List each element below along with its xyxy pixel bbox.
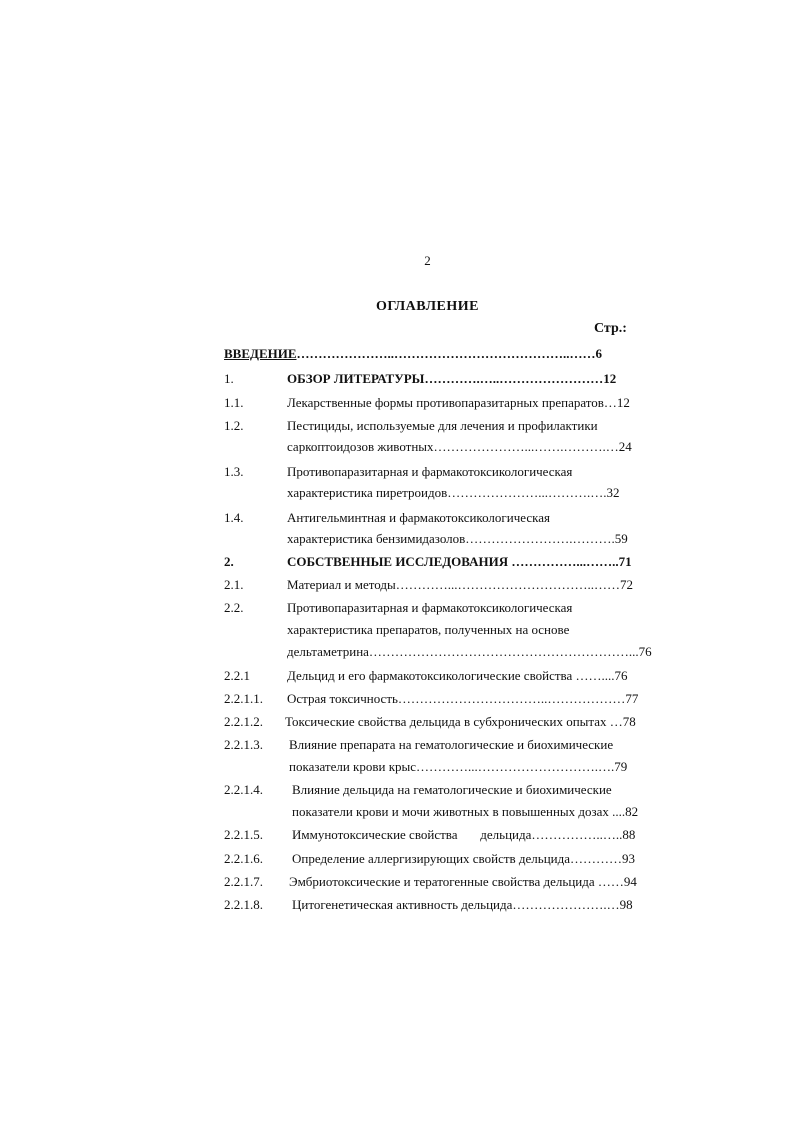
toc-line: Противопаразитарная и фармакотоксикологическая [287,464,573,479]
toc-num: 2.1. [224,577,244,592]
toc-num: 2.2.1 [224,668,250,683]
pages-column-label: Стр.: [594,321,627,336]
toc-num: 1.4. [224,510,244,525]
toc-num: 2.2.1.7. [224,874,263,889]
toc-line: Противопаразитарная и фармакотоксикологическая [287,600,573,615]
toc-num: 2.2.1.2. [224,714,263,729]
page-number: 2 [424,253,431,268]
toc-line: Материал и методы…………...…………………………..……72 [287,577,633,592]
toc-line: Токсические свойства дельцида в субхронических опытах …78 [285,714,636,729]
toc-num: 2.2.1.6. [224,851,263,866]
toc-intro [224,346,602,362]
toc-line: Цитогенетическая активность дельцида………………….…98 [292,897,633,912]
toc-intro-dots: …………………..…………………………………..……6 [296,346,603,361]
toc-line: Антигельминтная и фармакотоксикологическая [287,510,550,525]
toc-num: 2.2.1.1. [224,691,263,706]
toc-line: Влияние дельцида на гематологические и биохимические [292,782,612,797]
toc-intro-label: ВВЕДЕНИЕ [224,346,297,361]
toc-line: СОБСТВЕННЫЕ ИССЛЕДОВАНИЯ ……………...……..71 [287,554,632,569]
toc-num: 2. [224,554,234,569]
toc-line: показатели крови крыс…………...……………………….….79 [289,759,628,774]
toc-line: показатели крови и мочи животных в повышенных дозах ....82 [292,804,639,819]
toc-line: ОБЗОР ЛИТЕРАТУРЫ………….…..……………………12 [287,371,617,386]
page-title: ОГЛАВЛЕНИЕ [376,299,479,314]
toc-num: 2.2. [224,600,244,615]
toc-line: Дельцид и его фармакотоксикологические свойства ……....76 [287,668,628,683]
toc-line: саркоптоидозов животных…………………...…….……….…24 [287,439,632,454]
toc-line: Иммунотоксические свойства дельцида……………..…..88 [292,827,636,842]
toc-line: дельтаметрина……………………………………………………...76 [287,644,652,659]
toc-num: 2.2.1.5. [224,827,263,842]
toc-num: 1.1. [224,395,244,410]
toc-num: 2.2.1.3. [224,737,263,752]
toc-line: характеристика препаратов, полученных на основе [287,622,570,637]
toc-line: Определение аллергизирующих свойств дельцида…………93 [292,851,636,866]
toc-num: 2.2.1.4. [224,782,263,797]
toc-num: 1. [224,371,234,386]
toc-line: Эмбриотоксические и тератогенные свойства дельцида ……94 [289,874,637,889]
toc-num: 1.2. [224,418,244,433]
toc-line: Пестициды, используемые для лечения и профилактики [287,418,598,433]
toc-line: Лекарственные формы противопаразитарных препаратов…12 [287,395,630,410]
toc-num: 2.2.1.8. [224,897,263,912]
toc-line: Влияние препарата на гематологические и биохимические [289,737,614,752]
toc-line: Острая токсичность……………………………..………………77 [287,691,639,706]
toc-line: характеристика пиретроидов…………………...……….….32 [287,485,620,500]
toc-line: характеристика бензимидазолов…………………….……….59 [287,531,628,546]
toc-num: 1.3. [224,464,244,479]
